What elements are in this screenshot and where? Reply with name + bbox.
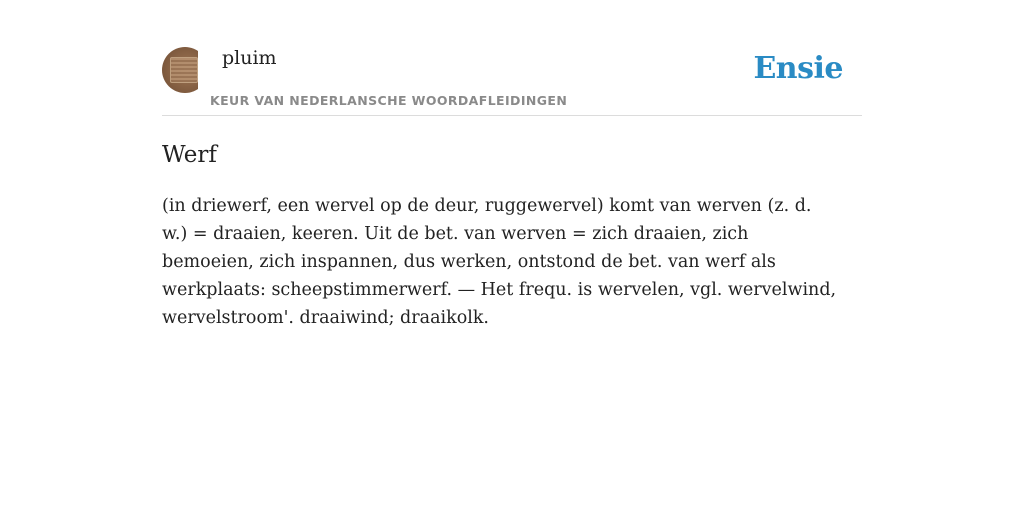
source-label[interactable]: KEUR VAN NEDERLANSCHE WOORDAFLEIDINGEN <box>210 93 568 108</box>
entry-header <box>162 0 862 116</box>
avatar-image <box>162 47 198 93</box>
entry-title: Werf <box>162 142 217 168</box>
entry-definition: (in driewerf, een wervel op de deur, ruggewervel) komt van werven (z. d. w.) = draaien, keeren. Uit de bet. van werven = zich draaien, zich bemoeien, zich inspannen, dus werken, ontstond de bet. van werf als werkplaats: scheepstimmerwerf. — Het frequ. is wervelen, vgl. wervelwind, wervelstroom'. draaiwind; draaikolk. <box>162 196 837 328</box>
avatar[interactable] <box>162 47 198 93</box>
author-name[interactable]: pluim <box>222 47 277 69</box>
avatar-seal-icon <box>170 57 198 83</box>
page-container <box>162 0 862 332</box>
brand-logo[interactable]: Ensie <box>753 51 843 86</box>
